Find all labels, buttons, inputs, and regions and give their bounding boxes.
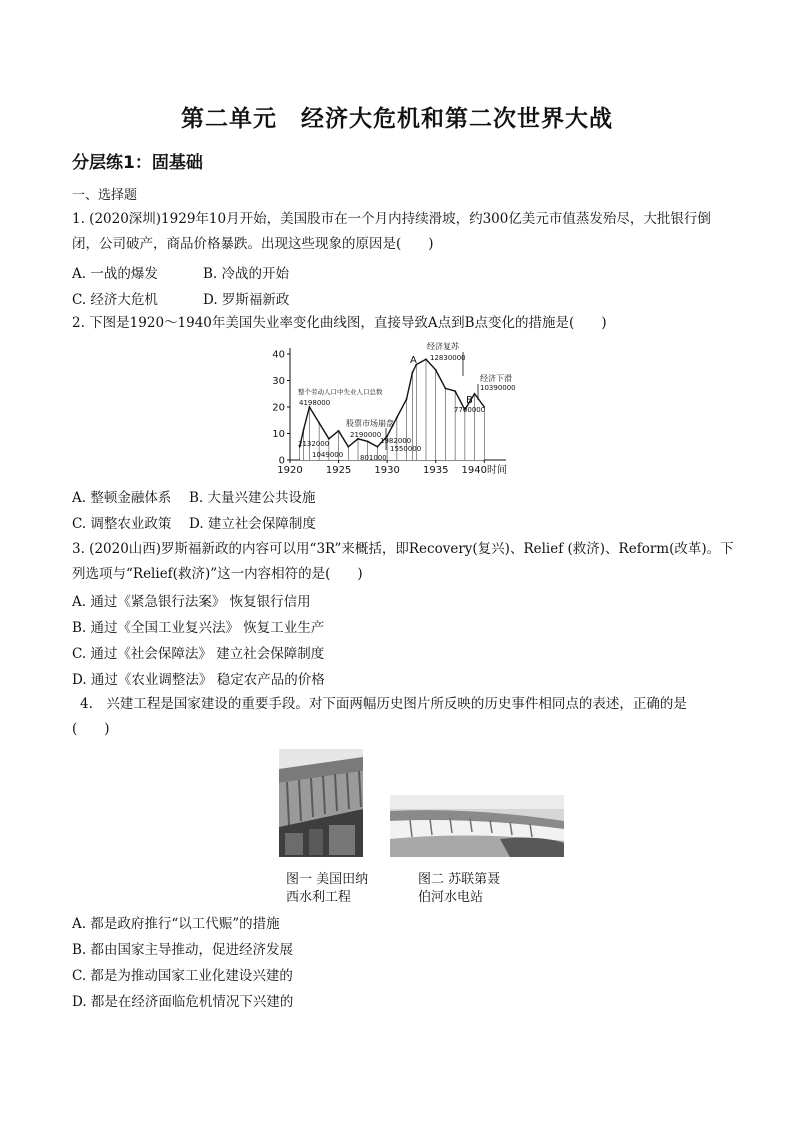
value-label: 1982000 [380, 437, 412, 445]
data-point [406, 398, 408, 400]
x-tick-label: 1935 [422, 465, 449, 476]
value-label: 12830000 [430, 354, 466, 362]
point-b-label: B [466, 395, 473, 406]
x-tick-label: 1925 [325, 465, 352, 476]
value-label: 1550000 [390, 445, 422, 453]
x-tick-label: 1930 [374, 465, 400, 476]
data-point [425, 358, 427, 360]
q2-option-a: A. 整顿金融体系 [72, 490, 172, 506]
data-point [435, 369, 437, 371]
x-tick-label: 1920 [277, 465, 303, 476]
value-label: 2190000 [350, 431, 382, 439]
exercise-subtitle: 分层练1：固基础 [72, 153, 203, 173]
data-point [347, 446, 349, 448]
q3-stem-line1: 3. (2020山西)罗斯福新政的内容可以用“3R”来概括，即Recovery(复兴)、Relief (救济)、Reform(改革)。下 [72, 541, 734, 557]
q2-stem: 2. 下图是1920～1940年美国失业率变化曲线图，直接导致A点到B点变化的措施是( ) [72, 315, 607, 331]
q4-stem-line1: 4. 兴建工程是国家建设的重要手段。对下面两幅历史图片所反映的历史事件相同点的表述，正确的是 [80, 696, 687, 712]
y-tick-label: 20 [272, 402, 285, 414]
data-point [474, 393, 476, 395]
total-unemployed-annotation: 整个劳动人口中失业人口总数 [298, 388, 383, 396]
q1-option-b: B. 冷战的开始 [203, 266, 290, 282]
data-point [454, 390, 456, 392]
q4-option-d: D. 都是在经济面临危机情况下兴建的 [72, 994, 294, 1010]
q3-option-d: D. 通过《农业调整法》 稳定农产品的价格 [72, 672, 325, 688]
q2-option-d: D. 建立社会保障制度 [189, 516, 316, 532]
data-point [396, 417, 398, 419]
y-tick-label: 10 [272, 429, 285, 440]
recovery-annotation: 经济复苏 [427, 342, 459, 351]
figure2-caption-line1: 图二 苏联第聂 [418, 872, 501, 887]
data-point [318, 422, 320, 424]
q4-option-b: B. 都由国家主导推动，促进经济发展 [72, 942, 294, 958]
data-point [445, 388, 447, 390]
figure1-caption-line2: 西水利工程 [286, 890, 352, 905]
q4-option-a: A. 都是政府推行“以工代赈”的措施 [72, 916, 280, 932]
q3-option-c: C. 通过《社会保障法》 建立社会保障制度 [72, 646, 325, 662]
value-label: 4198000 [299, 399, 331, 407]
dnieper-hydro-photo [390, 795, 564, 857]
q3-option-b: B. 通过《全国工业复兴法》 恢复工业生产 [72, 620, 325, 636]
data-point [412, 372, 414, 374]
unemployment-line-chart [258, 342, 548, 480]
downturn-annotation: 经济下滑 [480, 374, 512, 383]
value-label: 10390000 [480, 384, 516, 392]
page-title: 第二单元 经济大危机和第二次世界大战 [181, 105, 613, 132]
data-point [338, 430, 340, 432]
q1-stem-line1: 1. (2020深圳)1929年10月开始，美国股市在一个月内持续滑坡，约300亿美元市值蒸发殆尽，大批银行倒 [72, 211, 711, 227]
value-label: 2132000 [298, 440, 330, 448]
data-point [303, 429, 305, 431]
data-point [367, 441, 369, 443]
value-label: 801000 [360, 454, 387, 462]
section-heading: 一、选择题 [72, 188, 138, 203]
x-tick-label: 1940时间 [461, 465, 508, 476]
q1-option-c: C. 经济大危机 [72, 292, 158, 308]
q4-stem-line2: ( ) [72, 721, 110, 737]
q3-stem-line2: 列选项与“Relief(救济)”这一内容相符的是( ) [72, 566, 363, 582]
value-label: 7700000 [454, 406, 486, 414]
q1-option-a: A. 一战的爆发 [72, 266, 158, 282]
value-label: 1049000 [312, 451, 344, 459]
figure2-caption-line2: 伯河水电站 [418, 890, 484, 905]
y-tick-label: 30 [272, 376, 285, 387]
q4-option-c: C. 都是为推动国家工业化建设兴建的 [72, 968, 293, 984]
tennessee-dam-photo [279, 749, 363, 857]
q1-option-d: D. 罗斯福新政 [203, 292, 290, 308]
q2-option-c: C. 调整农业政策 [72, 516, 172, 532]
point-a-label: A [410, 355, 417, 366]
y-tick-label: 0 [278, 455, 285, 467]
y-tick-label: 40 [272, 349, 285, 361]
q2-option-b: B. 大量兴建公共设施 [189, 490, 316, 506]
figure1-caption-line1: 图一 美国田纳 [286, 872, 369, 887]
q3-option-a: A. 通过《紧急银行法案》 恢复银行信用 [72, 594, 311, 610]
data-point [377, 446, 379, 448]
market-crash-annotation: 股票市场崩盘 [346, 419, 394, 428]
q1-stem-line2: 闭，公司破产，商品价格暴跌。出现这些现象的原因是( ) [72, 236, 434, 252]
